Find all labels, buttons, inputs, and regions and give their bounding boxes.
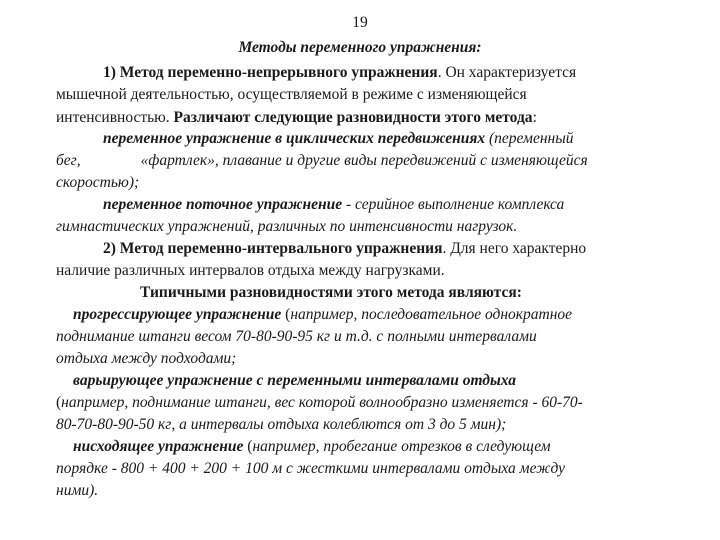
paragraph-line: ними). — [56, 482, 99, 499]
paragraph-line — [73, 304, 572, 326]
paragraph-line — [103, 194, 564, 216]
bold-span: Различают следующие разновидности этого метода — [173, 109, 533, 126]
paragraph-line — [56, 107, 537, 129]
text-span: например, пробегание отрезков в следующем — [252, 438, 551, 455]
paragraph-line: отдыха между подходами; — [56, 350, 237, 367]
text-span: бег, — [56, 152, 81, 169]
variety-term: варьирующее упражнение с переменными интервалами отдыха — [73, 372, 517, 389]
paragraph-line: порядке - 800 + 400 + 200 + 100 м с жесткими интервалами отдыха между — [56, 460, 566, 477]
paragraph-line — [73, 436, 551, 458]
paragraph-line — [103, 62, 576, 84]
text-span: ( — [281, 306, 291, 323]
method-heading: 2) Метод переменно-интервального упражнения — [103, 240, 443, 257]
text-span: например, поднимание штанги, вес которой волнообразно изменяется - 60-70- — [61, 394, 583, 411]
paragraph-line: скоростью); — [56, 174, 140, 191]
page-number: 19 — [352, 14, 368, 31]
paragraph-line: наличие различных интервалов отдыха между нагрузками. — [56, 262, 445, 279]
text-span: ( — [56, 394, 62, 411]
paragraph-line — [56, 150, 588, 172]
variety-term: нисходящее упражнение — [73, 438, 244, 455]
text-span: . Он характеризуется — [437, 64, 577, 81]
page-title: Методы переменного упражнения: — [238, 39, 482, 56]
bold-span: Типичными разновидностями этого метода являются — [140, 284, 517, 301]
variety-term: прогрессирующее упражнение — [73, 306, 282, 323]
variety-term: переменное поточное упражнение — [103, 196, 343, 213]
paragraph-line — [56, 392, 583, 414]
text-span: . Для него характерно — [442, 240, 587, 257]
text-span: (переменный — [485, 130, 574, 147]
paragraph-line — [140, 282, 522, 304]
paragraph-line — [103, 238, 586, 260]
paragraph-line: мышечной деятельностью, осуществляемой в режиме с изменяющейся — [56, 86, 527, 103]
method-heading: 1) Метод переменно-непрерывного упражнения — [103, 64, 438, 81]
bold-span: : — [516, 284, 522, 301]
paragraph-line — [103, 128, 573, 150]
text-span: ( — [243, 438, 253, 455]
variety-term: переменное упражнение в циклических передвижениях — [103, 130, 486, 147]
paragraph-line: 80-70-80-90-50 кг, а интервалы отдыха колеблются от 3 до 5 мин); — [56, 416, 507, 433]
text-span: : — [532, 109, 537, 126]
text-span: интенсивностью. — [56, 109, 174, 126]
text-span: «фартлек», плавание и другие виды передвижений с изменяющейся — [140, 152, 588, 169]
text-span: например, последовательное однократное — [290, 306, 573, 323]
paragraph-line: гимнастических упражнений, различных по интенсивности нагрузок. — [56, 218, 518, 235]
text-span: - серийное выполнение комплекса — [342, 196, 565, 213]
paragraph-line: поднимание штанги весом 70-80-90-95 кг и т.д. с полными интервалами — [56, 328, 537, 345]
